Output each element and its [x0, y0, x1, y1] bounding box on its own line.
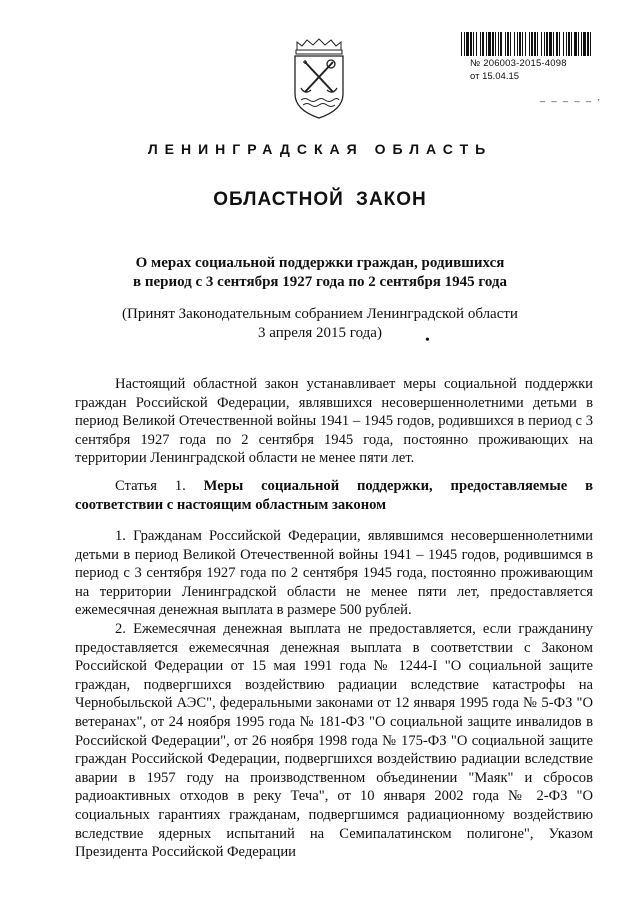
barcode-bar [546, 32, 548, 56]
article-1-title: Меры социальной поддержки, предоставляемые в соответствии с настоящим областным законом [75, 478, 593, 513]
barcode-bar [500, 32, 502, 56]
article-1-paragraph-1: 1. Гражданам Российской Федерации, являвшимся несовершеннолетними детьми в период Великой Отечественной войны 1941 – 1945 годов, родившимся в период с 3 сентября 1927 года по 2 сентября 1945 года, постоянно проживающим на территории Ленинградской области не менее пяти лет, предоставляется ежемесячная денежная выплата в размере 500 рублей. [75, 528, 593, 619]
barcode-bar [583, 32, 586, 56]
barcode-bar [549, 32, 552, 56]
handwritten-marks: _ _ _ _ _ , [540, 92, 603, 102]
preamble-paragraph: Настоящий областной закон устанавливает меры социальной поддержки граждан Российской Федерации, являвшихся несовершеннолетними детьми в период Великой Отечественной войны 1941 – 1945 годов, родившихся в период с 3 сентября 1927 года по 2 сентября 1945 года, постоянно проживающих на территории Ленинградской области не менее пяти лет. [75, 376, 593, 467]
barcode-bar [587, 32, 589, 56]
article-1-paragraph-2: 2. Ежемесячная денежная выплата не предоставляется, если гражданину предоставляется ежемесячная денежная выплата в соответствии с Законом Российской Федерации от 15 мая 1991 года № 1244-I "О социальной защите граждан, подвергшихся воздействию радиации вследствие катастрофы на Чернобыльской АЭС", федеральными законами от 12 января 1995 года № 5-ФЗ "О ветеранах", от 24 ноября 1995 года № 181-ФЗ "О социальной защите инвалидов в Российской Федерации", от 26 ноября 1998 года № 175-ФЗ "О социальной защите граждан Российской Федерации, подвергшихся воздействию радиации вследствие аварии в 1957 году на производственном объединении "Маяк" и сбросов радиоактивных отходов в реку Теча", от 10 января 2002 года № 2-ФЗ "О социальных гарантиях гражданам, подвергшимся радиационному воздействию вследствие ядерных испытаний на Семипалатинском полигоне", Указом Президента Российской Федерации [75, 620, 593, 861]
barcode-bar [464, 32, 465, 56]
law-title-line-2: в период с 3 сентября 1927 года по 2 сентября 1945 года [132, 274, 508, 290]
barcode-bar [531, 32, 533, 56]
article-1-body [75, 527, 593, 862]
barcode-bar [492, 32, 494, 56]
barcode-bar [519, 32, 521, 56]
barcode-bar [470, 32, 472, 56]
barcode-bar [529, 32, 530, 56]
law-title-line-1: О мерах социальной поддержки граждан, родившихся [135, 255, 505, 271]
barcode-bar [537, 32, 538, 56]
barcode-bar [473, 32, 474, 56]
barcode-bar [514, 32, 515, 56]
barcode-bar [517, 32, 518, 56]
barcode-bar [498, 32, 499, 56]
barcode-bar [568, 32, 570, 56]
registration-barcode [460, 32, 594, 56]
barcode-bar [505, 32, 506, 56]
document-type: ОБЛАСТНОЙ ЗАКОН [213, 189, 427, 210]
barcode-bar [486, 32, 487, 56]
barcode-bar [574, 32, 577, 56]
barcode-bar [590, 32, 591, 56]
barcode-bar [495, 32, 496, 56]
article-1-prefix: Статья 1. [115, 478, 186, 494]
barcode-bar [482, 32, 484, 56]
barcode-bar [476, 32, 477, 56]
registration-number: № 206003-2015-4098 [470, 58, 567, 69]
barcode-bar [525, 32, 526, 56]
article-1-heading [75, 477, 593, 514]
barcode-bar [466, 32, 469, 56]
barcode-bar [566, 32, 567, 56]
barcode-bar [522, 32, 523, 56]
barcode-bar [559, 32, 560, 56]
coat-of-arms-emblem [289, 38, 349, 120]
barcode-bar [480, 32, 481, 56]
stray-mark: • [425, 333, 430, 348]
preamble [75, 375, 593, 468]
barcode-bar [553, 32, 554, 56]
barcode-bar [507, 32, 509, 56]
barcode-bar [544, 32, 545, 56]
barcode-bar [578, 32, 579, 56]
registration-date: от 15.04.15 [470, 71, 520, 82]
barcode-bar [571, 32, 572, 56]
barcode-bar [563, 32, 564, 56]
barcode-bar [534, 32, 536, 56]
barcode-bar [461, 32, 462, 56]
barcode-bar [541, 32, 542, 56]
law-title [0, 254, 640, 292]
barcode-bar [510, 32, 511, 56]
adoption-note-line-1: (Принят Законодательным собранием Ленинградской области [122, 306, 518, 322]
adoption-note [0, 305, 640, 343]
barcode-bar [581, 32, 582, 56]
region-name: ЛЕНИНГРАДСКАЯ ОБЛАСТЬ [147, 141, 493, 157]
adoption-note-line-2: 3 апреля 2015 года) [258, 325, 382, 341]
barcode-bar [556, 32, 558, 56]
barcode-bar [488, 32, 491, 56]
